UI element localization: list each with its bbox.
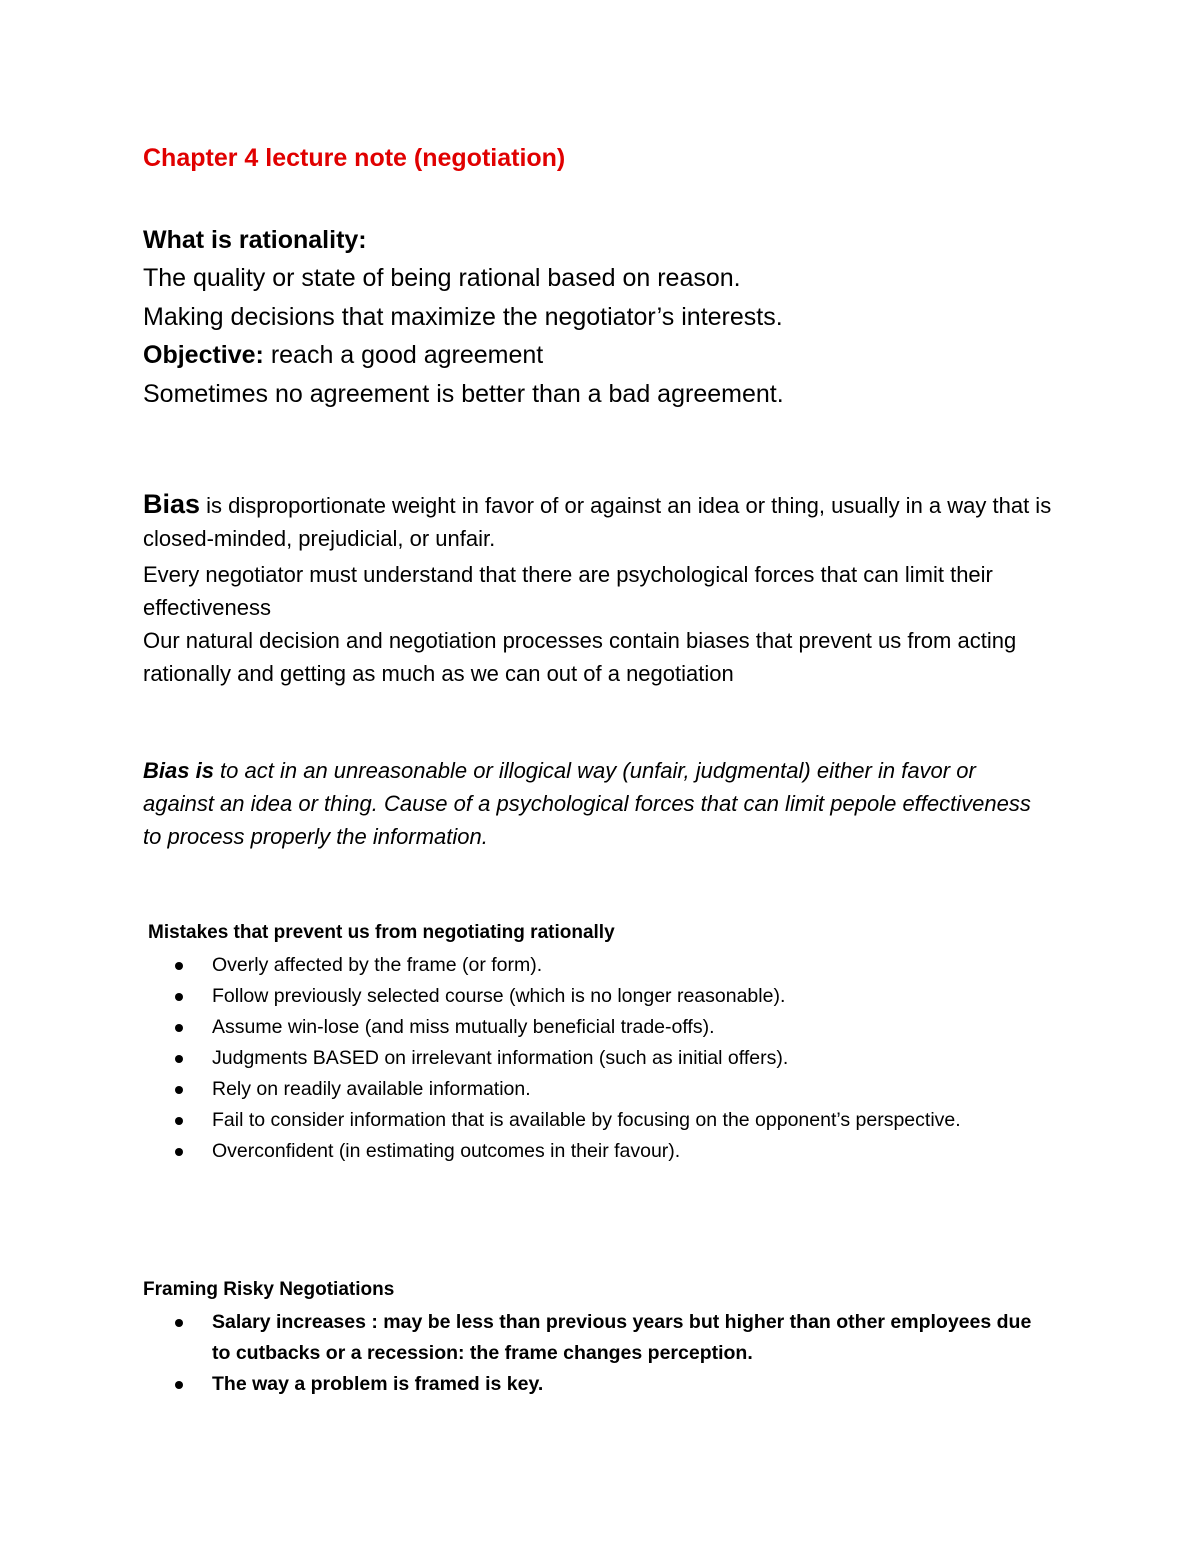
mistakes-heading: Mistakes that prevent us from negotiating rationally xyxy=(148,922,615,943)
bias-paragraph-3: Our natural decision and negotiation processes contain biases that prevent us from acting rationally and getting as much as we can out of a negotiation xyxy=(143,628,1017,686)
page-title: Chapter 4 lecture note (negotiation) xyxy=(143,144,566,172)
framing-list xyxy=(172,1307,1032,1400)
bias-word: Bias xyxy=(143,489,201,519)
bias-definition-paragraph xyxy=(143,488,1073,555)
list-item: Rely on readily available information. xyxy=(172,1074,1032,1105)
list-item: Assume win-lose (and miss mutually beneficial trade-offs). xyxy=(172,1012,1032,1043)
rationality-line-1: The quality or state of being rational based on reason. xyxy=(143,264,741,292)
list-item: Follow previously selected course (which is no longer reasonable). xyxy=(172,981,1032,1012)
list-item: Judgments BASED on irrelevant information (such as initial offers). xyxy=(172,1043,1032,1074)
list-item: Fail to consider information that is available by focusing on the opponent’s perspective. xyxy=(172,1105,1032,1136)
bias-italic-paragraph xyxy=(143,754,1033,853)
bias-italic-text: to act in an unreasonable or illogical way (unfair, judgmental) either in favor or against an idea or thing. Cause of a psychological forces that can limit pepole effectiveness to process properly the information. xyxy=(143,758,1031,849)
objective-text: reach a good agreement xyxy=(263,341,544,369)
list-item: Overly affected by the frame (or form). xyxy=(172,950,1032,981)
bias-italic-label: Bias is xyxy=(143,758,214,783)
list-item: Overconfident (in estimating outcomes in their favour). xyxy=(172,1136,1032,1167)
framing-heading: Framing Risky Negotiations xyxy=(143,1279,395,1300)
rationality-line-4: Sometimes no agreement is better than a bad agreement. xyxy=(143,380,784,408)
bias-paragraph-2: Every negotiator must understand that there are psychological forces that can limit their effectiveness xyxy=(143,562,993,620)
list-item: The way a problem is framed is key. xyxy=(172,1369,1032,1400)
objective-label: Objective: xyxy=(143,341,264,369)
rationality-line-2: Making decisions that maximize the negotiator’s interests. xyxy=(143,303,783,331)
bias-definition-text: is disproportionate weight in favor of or against an idea or thing, usually in a way that is closed-minded, prejudicial, or unfair. xyxy=(143,493,1052,551)
list-item: Salary increases : may be less than previous years but higher than other employees due to cutbacks or a recession: the frame changes perception. xyxy=(172,1307,1032,1369)
mistakes-list xyxy=(172,950,1032,1167)
rationality-objective xyxy=(143,340,543,370)
rationality-heading: What is rationality: xyxy=(143,226,367,254)
